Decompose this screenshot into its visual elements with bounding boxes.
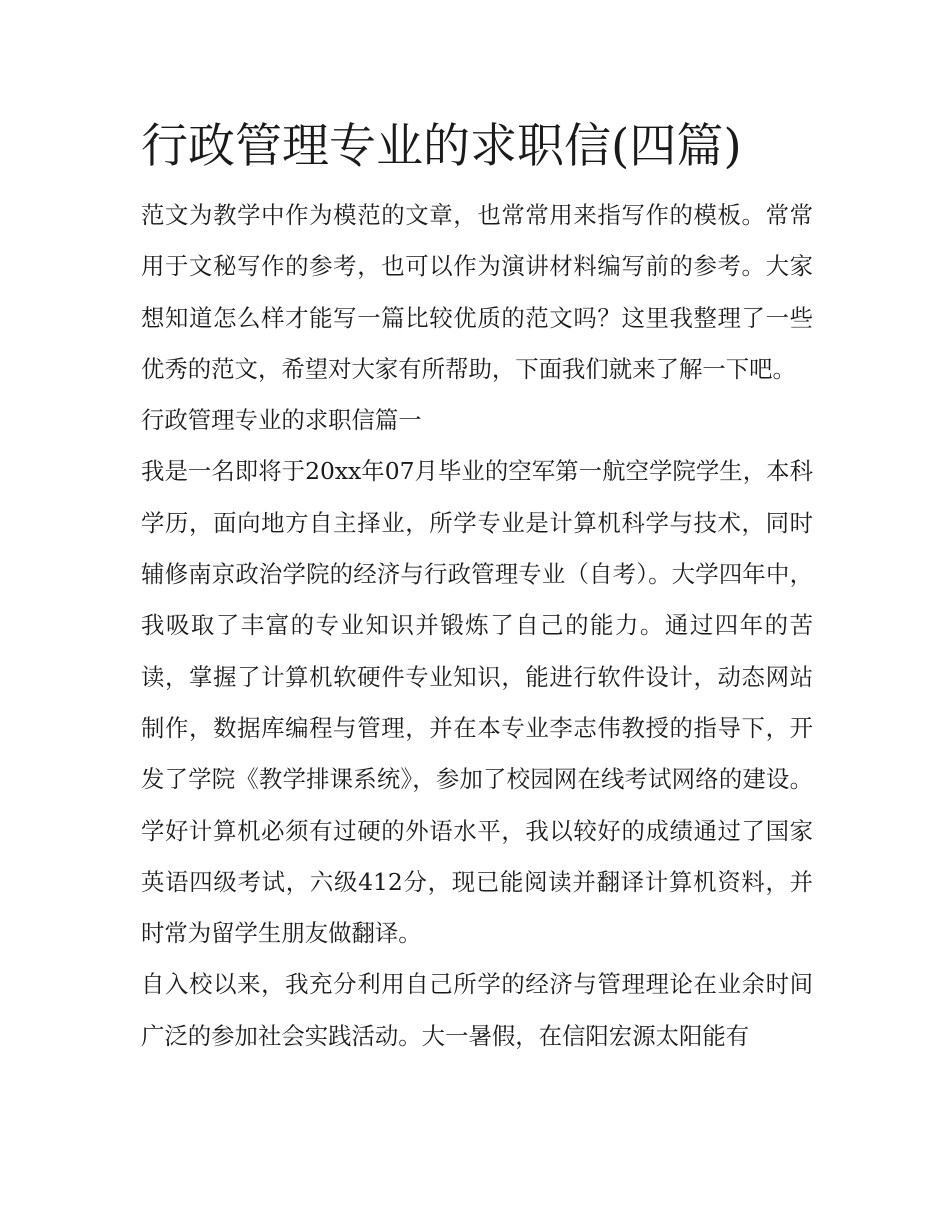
section-heading: 行政管理专业的求职信篇一 [141, 406, 422, 435]
intro-paragraph: 范文为教学中作为模范的文章，也常常用来指写作的模板。常常用于文秘写作的参考，也可以作为演讲材料编写前的参考。大家想知道怎么样才能写一篇比较优质的范文吗？这里我整理了一些优秀的范文，希望对大家有所帮助，下面我们就来了解一下吧。 [141, 201, 813, 383]
document-title: 行政管理专业的求职信(四篇) [141, 119, 742, 174]
body-paragraph-1: 我是一名即将于20xx年07月毕业的空军第一航空学院学生，本科学历，面向地方自主择业，所学专业是计算机科学与技术，同时辅修南京政治学院的经济与行政管理专业（自考）。大学四年中，我吸取了丰富的专业知识并锻炼了自己的能力。通过四年的苦读，掌握了计算机软硬件专业知识，能进行软件设计，动态网站制作，数据库编程与管理，并在本专业李志伟教授的指导下，开发了学院《教学排课系统》，参加了校园网在线考试网络的建设。学好计算机必须有过硬的外语水平，我以较好的成绩通过了国家英语四级考试，六级412分，现已能阅读并翻译计算机资料，并时常为留学生朋友做翻译。 [141, 457, 813, 948]
body-paragraph-2: 自入校以来，我充分利用自己所学的经济与管理理论在业余时间广泛的参加社会实践活动。大一暑假，在信阳宏源太阳能有 [141, 970, 813, 1050]
document-page [141, 112, 813, 1062]
